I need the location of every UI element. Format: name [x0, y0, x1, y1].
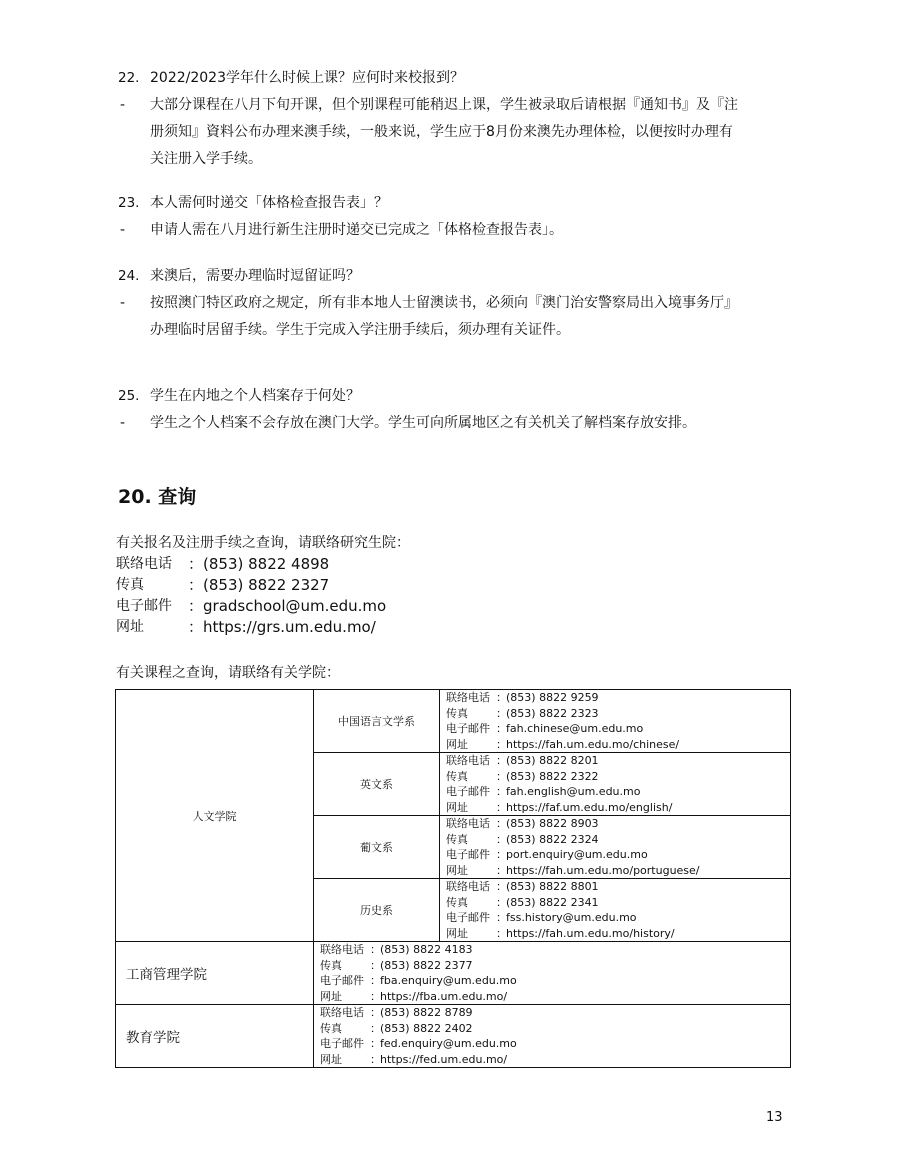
info-label: 联络电话 [320, 943, 364, 956]
info-label: 网址 [446, 926, 468, 940]
info-label: 传真 [320, 958, 342, 972]
info-value: (853) 8822 2322 [506, 769, 599, 783]
info-label: 电子邮件 [446, 848, 490, 861]
contact-label: 联络电话 [116, 556, 172, 572]
info-label: 传真 [446, 895, 468, 909]
info-label: 网址 [446, 863, 468, 877]
faculty-name-cell: 人文学院 [116, 690, 314, 942]
faq-item-25 [118, 385, 798, 437]
department-name-cell: 历史系 [314, 879, 440, 942]
info-label: 传真 [320, 1021, 342, 1035]
info-label: 电子邮件 [320, 974, 364, 987]
info-line-email [320, 1036, 790, 1052]
contact-row-email [116, 596, 410, 617]
table-row [116, 1005, 791, 1068]
answer-line: 册须知』資料公布办理来澳手续，一般来说，学生应于8月份来澳先办理体检，以便按时办理有 [150, 124, 733, 140]
website-link[interactable]: https://fah.um.edu.mo/portuguese/ [506, 863, 700, 877]
department-name-cell: 英文系 [314, 753, 440, 816]
contact-info-cell [440, 816, 791, 879]
info-line-web [446, 863, 790, 879]
info-label: 电子邮件 [446, 785, 490, 798]
info-sep: ： [496, 706, 507, 720]
info-value: (853) 8822 2323 [506, 706, 599, 720]
info-label: 网址 [320, 989, 342, 1003]
answer-line: 关注册入学手续。 [150, 151, 262, 167]
info-sep: ： [496, 926, 507, 940]
info-sep: ： [370, 1037, 381, 1050]
info-value: (853) 8822 2341 [506, 895, 599, 909]
info-sep: ： [496, 863, 507, 877]
info-sep: ： [496, 880, 507, 893]
info-sep: ： [496, 895, 507, 909]
info-line-web [446, 800, 790, 816]
faq-item-23 [118, 192, 798, 244]
info-value: (853) 8822 4183 [380, 943, 473, 956]
email-link[interactable]: fah.english@um.edu.mo [506, 785, 641, 798]
info-label: 电子邮件 [320, 1037, 364, 1050]
info-label: 网址 [446, 737, 468, 751]
table-row [116, 690, 791, 753]
info-line-web [320, 989, 790, 1005]
info-line-fax [320, 1021, 790, 1037]
info-line-fax [446, 706, 790, 722]
faculty-name-cell: 教育学院 [116, 1005, 314, 1068]
contact-row-website [116, 617, 410, 638]
faq-answer [118, 217, 798, 244]
faculty-name-cell: 工商管理学院 [116, 942, 314, 1005]
website-link[interactable]: https://fah.um.edu.mo/chinese/ [506, 737, 680, 751]
info-value: (853) 8822 8789 [380, 1006, 473, 1019]
faq-question [118, 67, 798, 89]
info-sep: ： [370, 974, 381, 987]
contact-value: ：(853) 8822 2327 [188, 576, 330, 594]
email-link[interactable]: port.enquiry@um.edu.mo [506, 848, 648, 861]
faq-question-text: 来澳后，需要办理临时逗留证吗？ [150, 268, 360, 284]
email-link[interactable]: fss.history@um.edu.mo [506, 911, 637, 924]
info-value: (853) 8822 9259 [506, 691, 599, 704]
answer-line: 办理临时居留手续。学生于完成入学注册手续后，须办理有关证件。 [150, 322, 570, 338]
contact-row-phone [116, 554, 410, 575]
info-sep: ： [496, 817, 507, 830]
info-line-email [446, 721, 790, 737]
faq-item-22 [118, 67, 798, 173]
website-link[interactable]: https://faf.um.edu.mo/english/ [506, 800, 673, 814]
faq-question [118, 192, 798, 214]
info-label: 网址 [320, 1052, 342, 1066]
contact-row-fax [116, 575, 410, 596]
info-label: 电子邮件 [446, 722, 490, 735]
answer-line: 按照澳门特区政府之规定，所有非本地人士留澳读书，必须向『澳门治安警察局出入境事务厅』 [150, 295, 738, 311]
info-value: (853) 8822 2377 [380, 958, 473, 972]
answer-dash: - [120, 97, 126, 113]
email-link[interactable]: fah.chinese@um.edu.mo [506, 722, 644, 735]
contact-intro: 有关报名及注册手续之查询，请联络研究生院： [116, 535, 410, 551]
info-line-tel [446, 753, 790, 769]
info-sep: ： [496, 737, 507, 751]
info-line-web [320, 1052, 790, 1068]
faq-question-text: 本人需何时递交「体格检查报告表」？ [150, 195, 388, 211]
info-sep: ： [496, 911, 507, 924]
info-sep: ： [496, 832, 507, 846]
contact-label: 网址 [116, 619, 144, 635]
page-number: 13 [766, 1110, 783, 1125]
answer-dash: - [120, 222, 126, 238]
info-line-email [446, 847, 790, 863]
contact-info-cell [314, 942, 791, 1005]
info-label: 网址 [446, 800, 468, 814]
info-label: 传真 [446, 769, 468, 783]
info-line-tel [446, 690, 790, 706]
info-line-tel [446, 879, 790, 895]
faq-number: 23. [118, 195, 140, 211]
grad-school-contact [116, 532, 410, 638]
contact-value[interactable]: ：gradschool@um.edu.mo [188, 597, 387, 615]
contact-value[interactable]: ：https://grs.um.edu.mo/ [188, 618, 376, 636]
info-value: (853) 8822 8903 [506, 817, 599, 830]
info-sep: ： [370, 1052, 381, 1066]
faq-question-text: 学生在内地之个人档案存于何处？ [150, 388, 360, 404]
info-sep: ： [496, 800, 507, 814]
answer-line: 申请人需在八月进行新生注册时递交已完成之「体格检查报告表」。 [150, 222, 563, 238]
contact-label: 电子邮件 [116, 598, 172, 614]
faq-number: 24. [118, 268, 140, 284]
info-sep: ： [496, 691, 507, 704]
info-line-tel [320, 1005, 790, 1021]
info-line-fax [446, 895, 790, 911]
info-sep: ： [370, 989, 381, 1003]
info-line-fax [446, 769, 790, 785]
info-line-email [446, 784, 790, 800]
faq-question [118, 265, 798, 287]
answer-line: 学生之个人档案不会存放在澳门大学。学生可向所属地区之有关机关了解档案存放安排。 [150, 415, 696, 431]
section-title: 20. 查询 [118, 486, 197, 508]
answer-dash: - [120, 415, 126, 431]
info-label: 联络电话 [446, 754, 490, 767]
table-row [116, 942, 791, 1005]
info-sep: ： [370, 943, 381, 956]
info-line-email [446, 910, 790, 926]
info-line-web [446, 926, 790, 942]
faculty-intro: 有关课程之查询，请联络有关学院： [116, 665, 340, 681]
info-sep: ： [496, 722, 507, 735]
info-line-web [446, 737, 790, 753]
info-sep: ： [370, 1006, 381, 1019]
faq-answer [118, 92, 798, 173]
info-line-email [320, 973, 790, 989]
faq-question [118, 385, 798, 407]
info-sep: ： [370, 958, 381, 972]
website-link[interactable]: https://fba.um.edu.mo/ [380, 989, 508, 1003]
email-link[interactable]: fed.enquiry@um.edu.mo [380, 1037, 517, 1050]
info-label: 传真 [446, 706, 468, 720]
info-label: 联络电话 [446, 880, 490, 893]
contact-label: 传真 [116, 577, 144, 593]
info-value: (853) 8822 8801 [506, 880, 599, 893]
faq-item-24 [118, 265, 798, 344]
faq-number: 22. [118, 70, 140, 86]
department-name-cell: 葡文系 [314, 816, 440, 879]
contact-value: ：(853) 8822 4898 [188, 555, 330, 573]
website-link[interactable]: https://fah.um.edu.mo/history/ [506, 926, 675, 940]
info-sep: ： [496, 848, 507, 861]
info-value: (853) 8822 2402 [380, 1021, 473, 1035]
info-sep: ： [496, 769, 507, 783]
answer-line: 大部分课程在八月下旬开课，但个别课程可能稍迟上课，学生被录取后请根据『通知书』及『注 [150, 97, 738, 113]
faq-answer [118, 290, 798, 344]
info-label: 传真 [446, 832, 468, 846]
faculty-contact-table [115, 689, 791, 1068]
info-line-tel [320, 942, 790, 958]
department-name-cell: 中国语言文学系 [314, 690, 440, 753]
contact-info-cell [440, 690, 791, 753]
info-line-tel [446, 816, 790, 832]
info-label: 电子邮件 [446, 911, 490, 924]
faq-answer [118, 410, 798, 437]
website-link[interactable]: https://fed.um.edu.mo/ [380, 1052, 508, 1066]
info-sep: ： [370, 1021, 381, 1035]
answer-dash: - [120, 295, 126, 311]
info-value: (853) 8822 8201 [506, 754, 599, 767]
contact-info-cell [440, 879, 791, 942]
contact-info-cell [440, 753, 791, 816]
info-label: 联络电话 [446, 817, 490, 830]
email-link[interactable]: fba.enquiry@um.edu.mo [380, 974, 517, 987]
info-line-fax [320, 958, 790, 974]
info-sep: ： [496, 754, 507, 767]
info-label: 联络电话 [446, 691, 490, 704]
info-line-fax [446, 832, 790, 848]
faq-number: 25. [118, 388, 140, 404]
info-label: 联络电话 [320, 1006, 364, 1019]
contact-info-cell [314, 1005, 791, 1068]
info-value: (853) 8822 2324 [506, 832, 599, 846]
faq-question-text: 2022/2023学年什么时候上课？应何时来校报到？ [150, 70, 464, 86]
info-sep: ： [496, 785, 507, 798]
